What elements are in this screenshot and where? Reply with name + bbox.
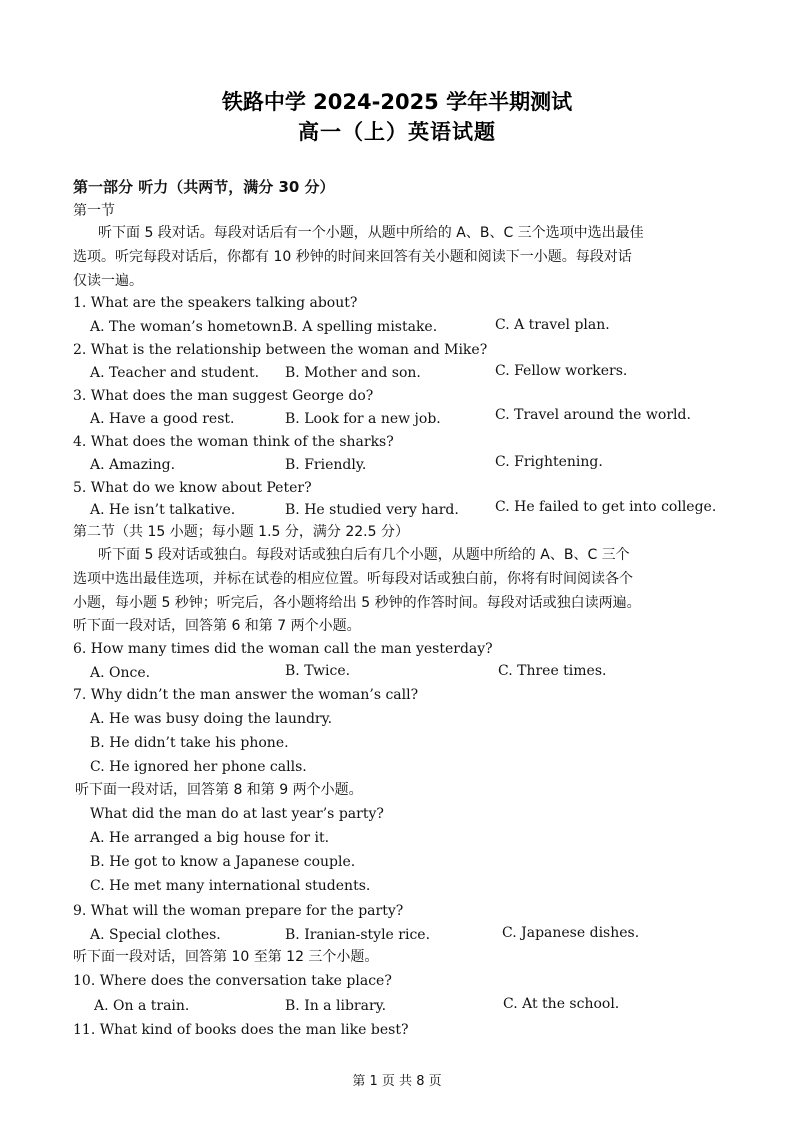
section1-heading: 第一节 (73, 203, 115, 219)
exam-subtitle: 高一（上）英语试题 (298, 120, 496, 144)
option-a: A. He isn’t talkative. (90, 502, 236, 518)
question-stem: 11. What kind of books does the man like best? (73, 1022, 409, 1038)
option-c: C. Frightening. (495, 454, 603, 470)
option-b: B. Friendly. (285, 457, 367, 473)
question-stem: 4. What does the woman think of the sharks? (73, 434, 394, 450)
option-b: B. Look for a new job. (285, 411, 441, 427)
section2-heading: 第二节（共 15 小题；每小题 1.5 分，满分 22.5 分） (73, 524, 409, 540)
section1-instruction-line: 仅读一遍。 (73, 273, 143, 289)
part1-heading: 第一部分 听力（共两节，满分 30 分） (73, 178, 335, 196)
option-c: C. Three times. (498, 663, 607, 679)
question-stem: 10. Where does the conversation take place? (73, 973, 392, 989)
option-c: C. Japanese dishes. (502, 925, 640, 941)
option-a: A. He was busy doing the laundry. (90, 711, 333, 727)
option-c: C. Travel around the world. (495, 407, 691, 423)
option-c: C. He met many international students. (90, 878, 371, 894)
option-c: C. He failed to get into college. (495, 499, 717, 515)
question-stem: 7. Why didn’t the man answer the woman’s call? (73, 687, 419, 703)
question-stem: What did the man do at last year’s party? (90, 806, 384, 822)
question-stem: 6. How many times did the woman call the man yesterday? (73, 641, 493, 657)
option-c: C. He ignored her phone calls. (90, 759, 307, 775)
option-b: B. In a library. (285, 998, 387, 1014)
option-a: A. Special clothes. (90, 927, 221, 943)
option-a: A. The woman’s hometown. (90, 319, 286, 335)
page-footer: 第 1 页 共 8 页 (352, 1074, 442, 1089)
question-stem: 3. What does the man suggest George do? (73, 388, 374, 404)
option-a: A. Once. (90, 665, 151, 681)
question-stem: 5. What do we know about Peter? (73, 480, 312, 496)
option-c: C. Fellow workers. (495, 363, 628, 379)
option-b: B. He didn’t take his phone. (90, 735, 289, 751)
question-stem: 9. What will the woman prepare for the party? (73, 903, 404, 919)
dialog-intro: 听下面一段对话，回答第 10 至第 12 三个小题。 (73, 949, 379, 965)
option-c: C. At the school. (503, 996, 620, 1012)
section1-instruction-line: 选项。听完每段对话后，你都有 10 秒钟的时间来回答有关小题和阅读下一小题。每段对话 (73, 249, 632, 265)
section2-instruction-line: 听下面 5 段对话或独白。每段对话或独白后有几个小题，从题中所给的 A、B、C 三个 (98, 547, 630, 563)
option-a: A. He arranged a big house for it. (90, 830, 330, 846)
option-b: B. He studied very hard. (285, 502, 459, 518)
option-b: B. He got to know a Japanese couple. (90, 854, 356, 870)
option-b: B. Iranian-style rice. (285, 927, 431, 943)
dialog-intro: 听下面一段对话，回答第 6 和第 7 两个小题。 (73, 618, 361, 634)
dialog-intro: 听下面一段对话，回答第 8 和第 9 两个小题。 (75, 782, 363, 798)
option-b: B. A spelling mistake. (283, 319, 438, 335)
question-stem: 2. What is the relationship between the woman and Mike? (73, 342, 488, 358)
option-a: A. Teacher and student. (90, 365, 260, 381)
option-c: C. A travel plan. (495, 317, 610, 333)
option-a: A. On a train. (94, 998, 190, 1014)
option-a: A. Amazing. (90, 457, 176, 473)
option-a: A. Have a good rest. (90, 411, 235, 427)
section2-instruction-line: 选项中选出最佳选项，并标在试卷的相应位置。听每段对话或独白前，你将有时间阅读各个 (73, 571, 633, 587)
section2-instruction-line: 小题，每小题 5 秒钟；听完后，各小题将给出 5 秒钟的作答时间。每段对话或独白读两遍。 (73, 595, 641, 611)
question-stem: 1. What are the speakers talking about? (73, 295, 358, 311)
exam-title: 铁路中学 2024-2025 学年半期测试 (221, 90, 573, 114)
option-b: B. Twice. (285, 663, 351, 679)
option-b: B. Mother and son. (285, 365, 421, 381)
section1-instruction-line: 听下面 5 段对话。每段对话后有一个小题，从题中所给的 A、B、C 三个选项中选出最佳 (98, 225, 644, 241)
